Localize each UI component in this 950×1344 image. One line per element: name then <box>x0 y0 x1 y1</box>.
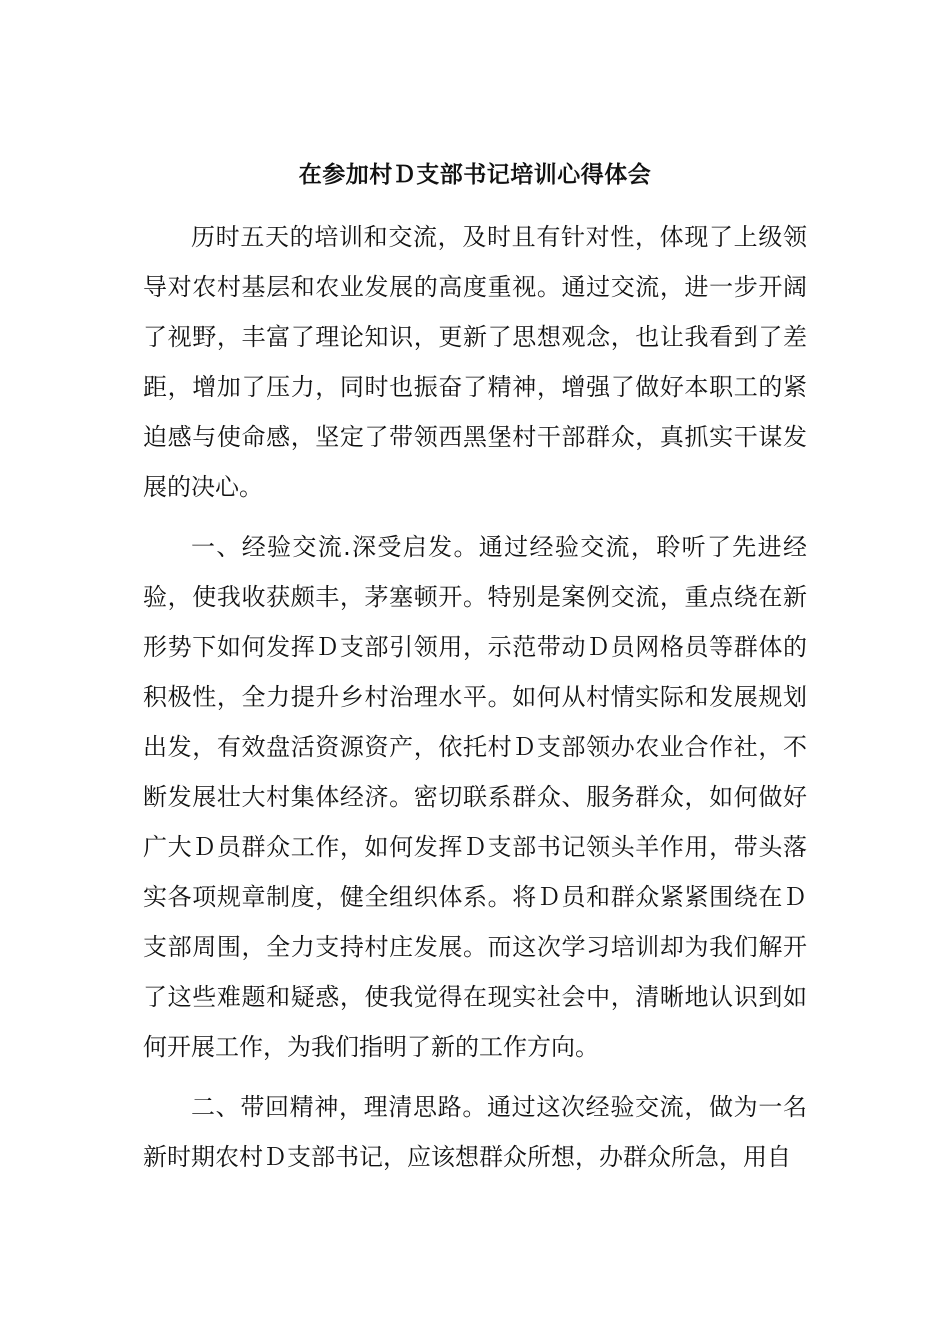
paragraph-intro: 历时五天的培训和交流，及时且有针对性，体现了上级领导对农村基层和农业发展的高度重视。通过交流，进一步开阔了视野，丰富了理论知识，更新了思想观念，也让我看到了差距，增加了压力，同时也振奋了精神，增强了做好本职工的紧迫感与使命感，坚定了带领西黑堡村干部群众，真抓实干谋发展的决心。 <box>143 223 807 501</box>
paragraph-section-two: 二、带回精神，理清思路。通过这次经验交流，做为一名新时期农村Ｄ支部书记，应该想群众所想，办群众所急，用自 <box>143 1093 807 1171</box>
document-title: 在参加村Ｄ支部书记培训心得体会 <box>298 162 652 188</box>
paragraph-section-one: 一、经验交流.深受启发。通过经验交流，聆听了先进经验，使我收获颇丰，茅塞顿开。特别是案例交流，重点绕在新形势下如何发挥Ｄ支部引领用，示范带动Ｄ员网格员等群体的积极性，全力提升乡村治理水平。如何从村情实际和发展规划出发，有效盘活资源资产，依托村Ｄ支部领办农业合作社，不断发展壮大村集体经济。密切联系群众、服务群众，如何做好广大Ｄ员群众工作，如何发挥Ｄ支部书记领头羊作用，带头落实各项规章制度，健全组织体系。将Ｄ员和群众紧紧围绕在Ｄ支部周围，全力支持村庄发展。而这次学习培训却为我们解开了这些难题和疑惑，使我觉得在现实社会中，清晰地认识到如何开展工作，为我们指明了新的工作方向。 <box>143 533 807 1061</box>
